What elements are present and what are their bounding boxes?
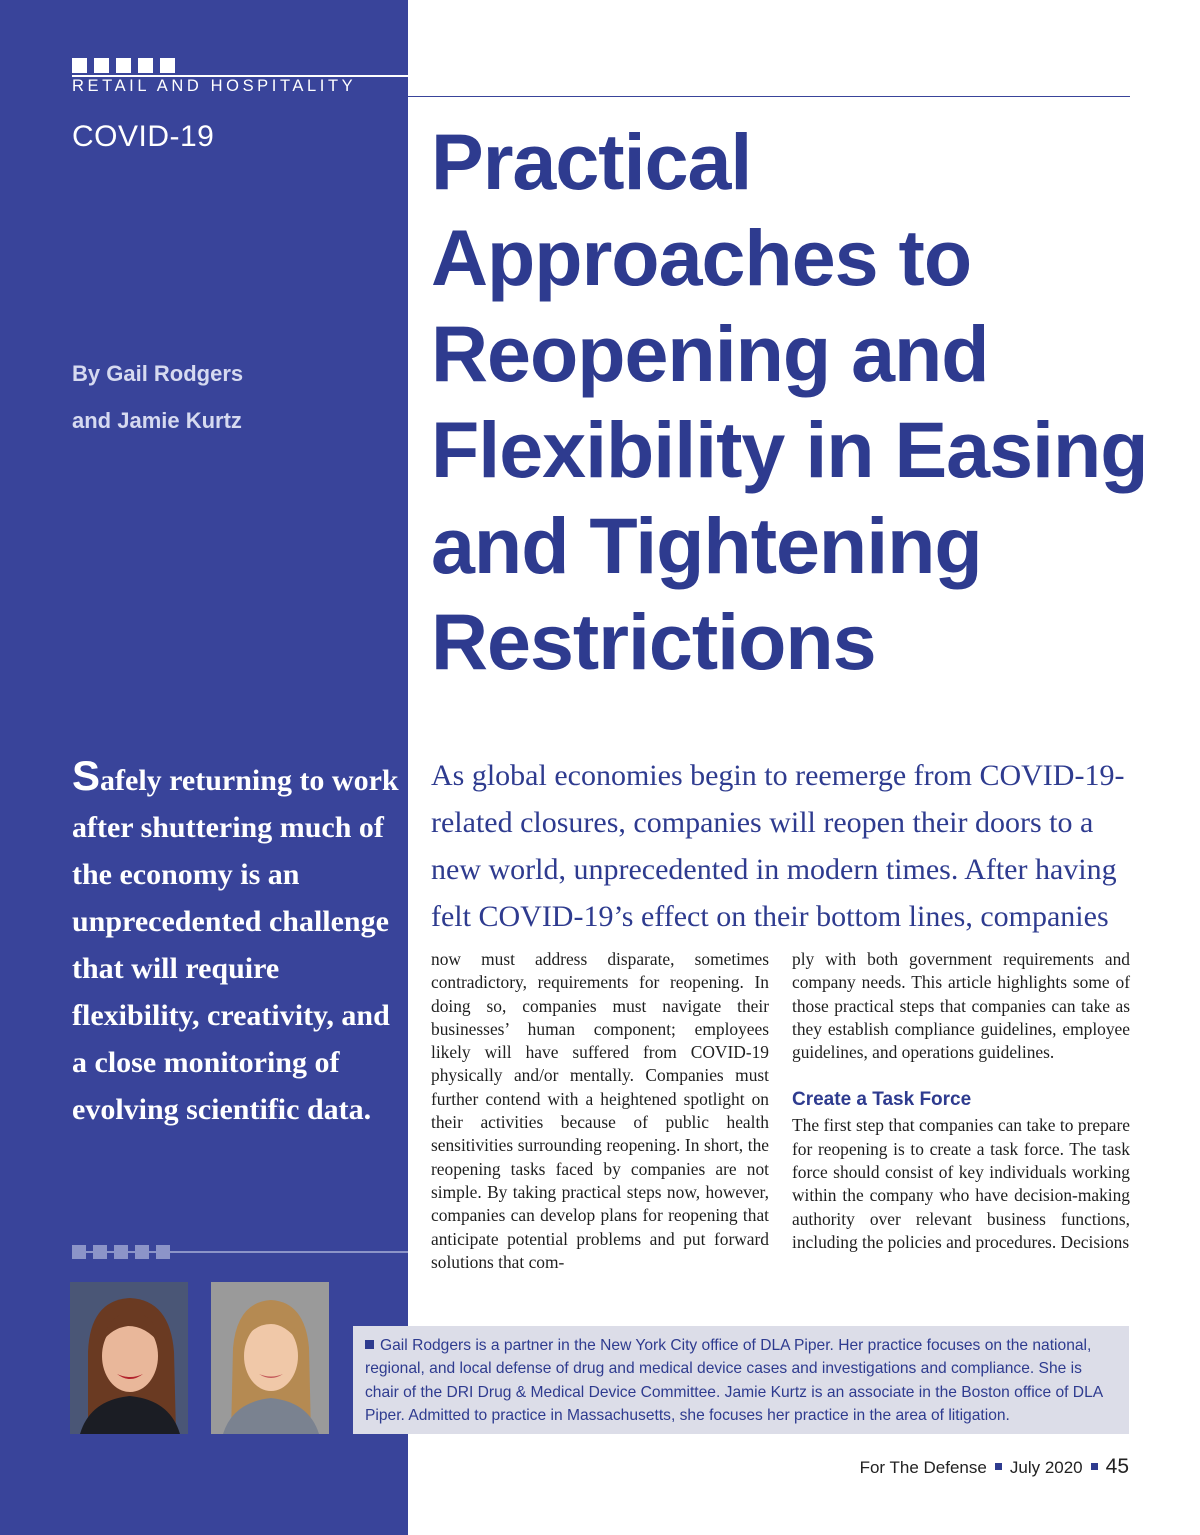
title-line: Approaches to bbox=[431, 213, 972, 302]
article-title bbox=[431, 114, 1171, 690]
section-label: RETAIL AND HOSPITALITY bbox=[72, 77, 357, 95]
issue-date: July 2020 bbox=[1009, 1458, 1083, 1477]
body-paragraph: The first step that companies can take to prepare for reopening is to create a task force. The task force should consist of key individuals working within the company who have decision-making authority over relevant business functions, including the policies and procedures. Decisions bbox=[792, 1115, 1130, 1252]
decorative-squares bbox=[72, 1245, 170, 1259]
page-footer bbox=[860, 1455, 1129, 1479]
title-line: Restrictions bbox=[431, 597, 876, 686]
body-column-1 bbox=[431, 948, 769, 1274]
separator bbox=[1091, 1463, 1098, 1470]
author-bio bbox=[353, 1326, 1129, 1434]
byline bbox=[72, 350, 243, 444]
title-line: Reopening and bbox=[431, 309, 989, 398]
page-number: 45 bbox=[1105, 1455, 1129, 1478]
pull-quote-text: afely returning to work after shuttering much of the economy is an unprecedented challenge that will require flexibility, creativity, and a close monitoring of evolving scientific data. bbox=[72, 764, 399, 1126]
pull-quote bbox=[72, 752, 402, 1133]
author-bio-text: Gail Rodgers is a partner in the New York City office of DLA Piper. Her practice focuses on the national, regional, and local defense of drug and medical device cases and investigations and compliance. She is chair of the DRI Drug & Medical Device Committee. Jamie Kurtz is an associate in the Boston office of DLA Piper. Admitted to practice in Massachusetts, she focuses her practice in the area of litigation. bbox=[365, 1337, 1103, 1424]
drop-cap: S bbox=[72, 752, 101, 799]
title-line: Practical bbox=[431, 117, 752, 206]
body-paragraph: ply with both government requirements and company needs. This article highlights some of those practical steps that companies can take as they establish compliance guidelines, employee guidelines, and operations guidelines. bbox=[792, 949, 1130, 1063]
bullet-square bbox=[365, 1340, 374, 1349]
header-rule bbox=[72, 96, 1130, 97]
lead-paragraph: As global economies begin to reemerge from COVID-19-related closures, companies will reopen their doors to a new world, unprecedented in modern times. After having felt COVID-19’s effect on their bottom lines, companies bbox=[431, 759, 1125, 933]
decorative-squares bbox=[72, 58, 175, 73]
title-line: Flexibility in Easing bbox=[431, 405, 1148, 494]
body-paragraph: now must address disparate, sometimes contradictory, requirements for reopening. In doing so, companies must navigate their businesses’ human component; employees likely will have suffered from COVID-19 physically and/or mentally. Companies must further contend with a heightened spotlight on their activities because of public health sensitivities surrounding reopening. In short, the reopening tasks faced by companies are not simple. By taking practical steps now, however, companies can develop plans for reopening that anticipate potential problems and put forward solutions that com- bbox=[431, 949, 769, 1272]
section-heading: Create a Task Force bbox=[792, 1089, 972, 1111]
byline-line-1: By Gail Rodgers bbox=[72, 361, 244, 386]
topic-label: COVID-19 bbox=[72, 120, 215, 153]
author-photo-jamie-kurtz bbox=[211, 1282, 329, 1434]
publication-name: For The Defense bbox=[859, 1458, 987, 1477]
separator bbox=[995, 1463, 1002, 1470]
title-line: and Tightening bbox=[431, 501, 982, 590]
body-column-2 bbox=[792, 948, 1130, 1254]
author-photo-gail-rodgers bbox=[70, 1282, 188, 1434]
byline-line-2: and Jamie Kurtz bbox=[72, 408, 242, 433]
